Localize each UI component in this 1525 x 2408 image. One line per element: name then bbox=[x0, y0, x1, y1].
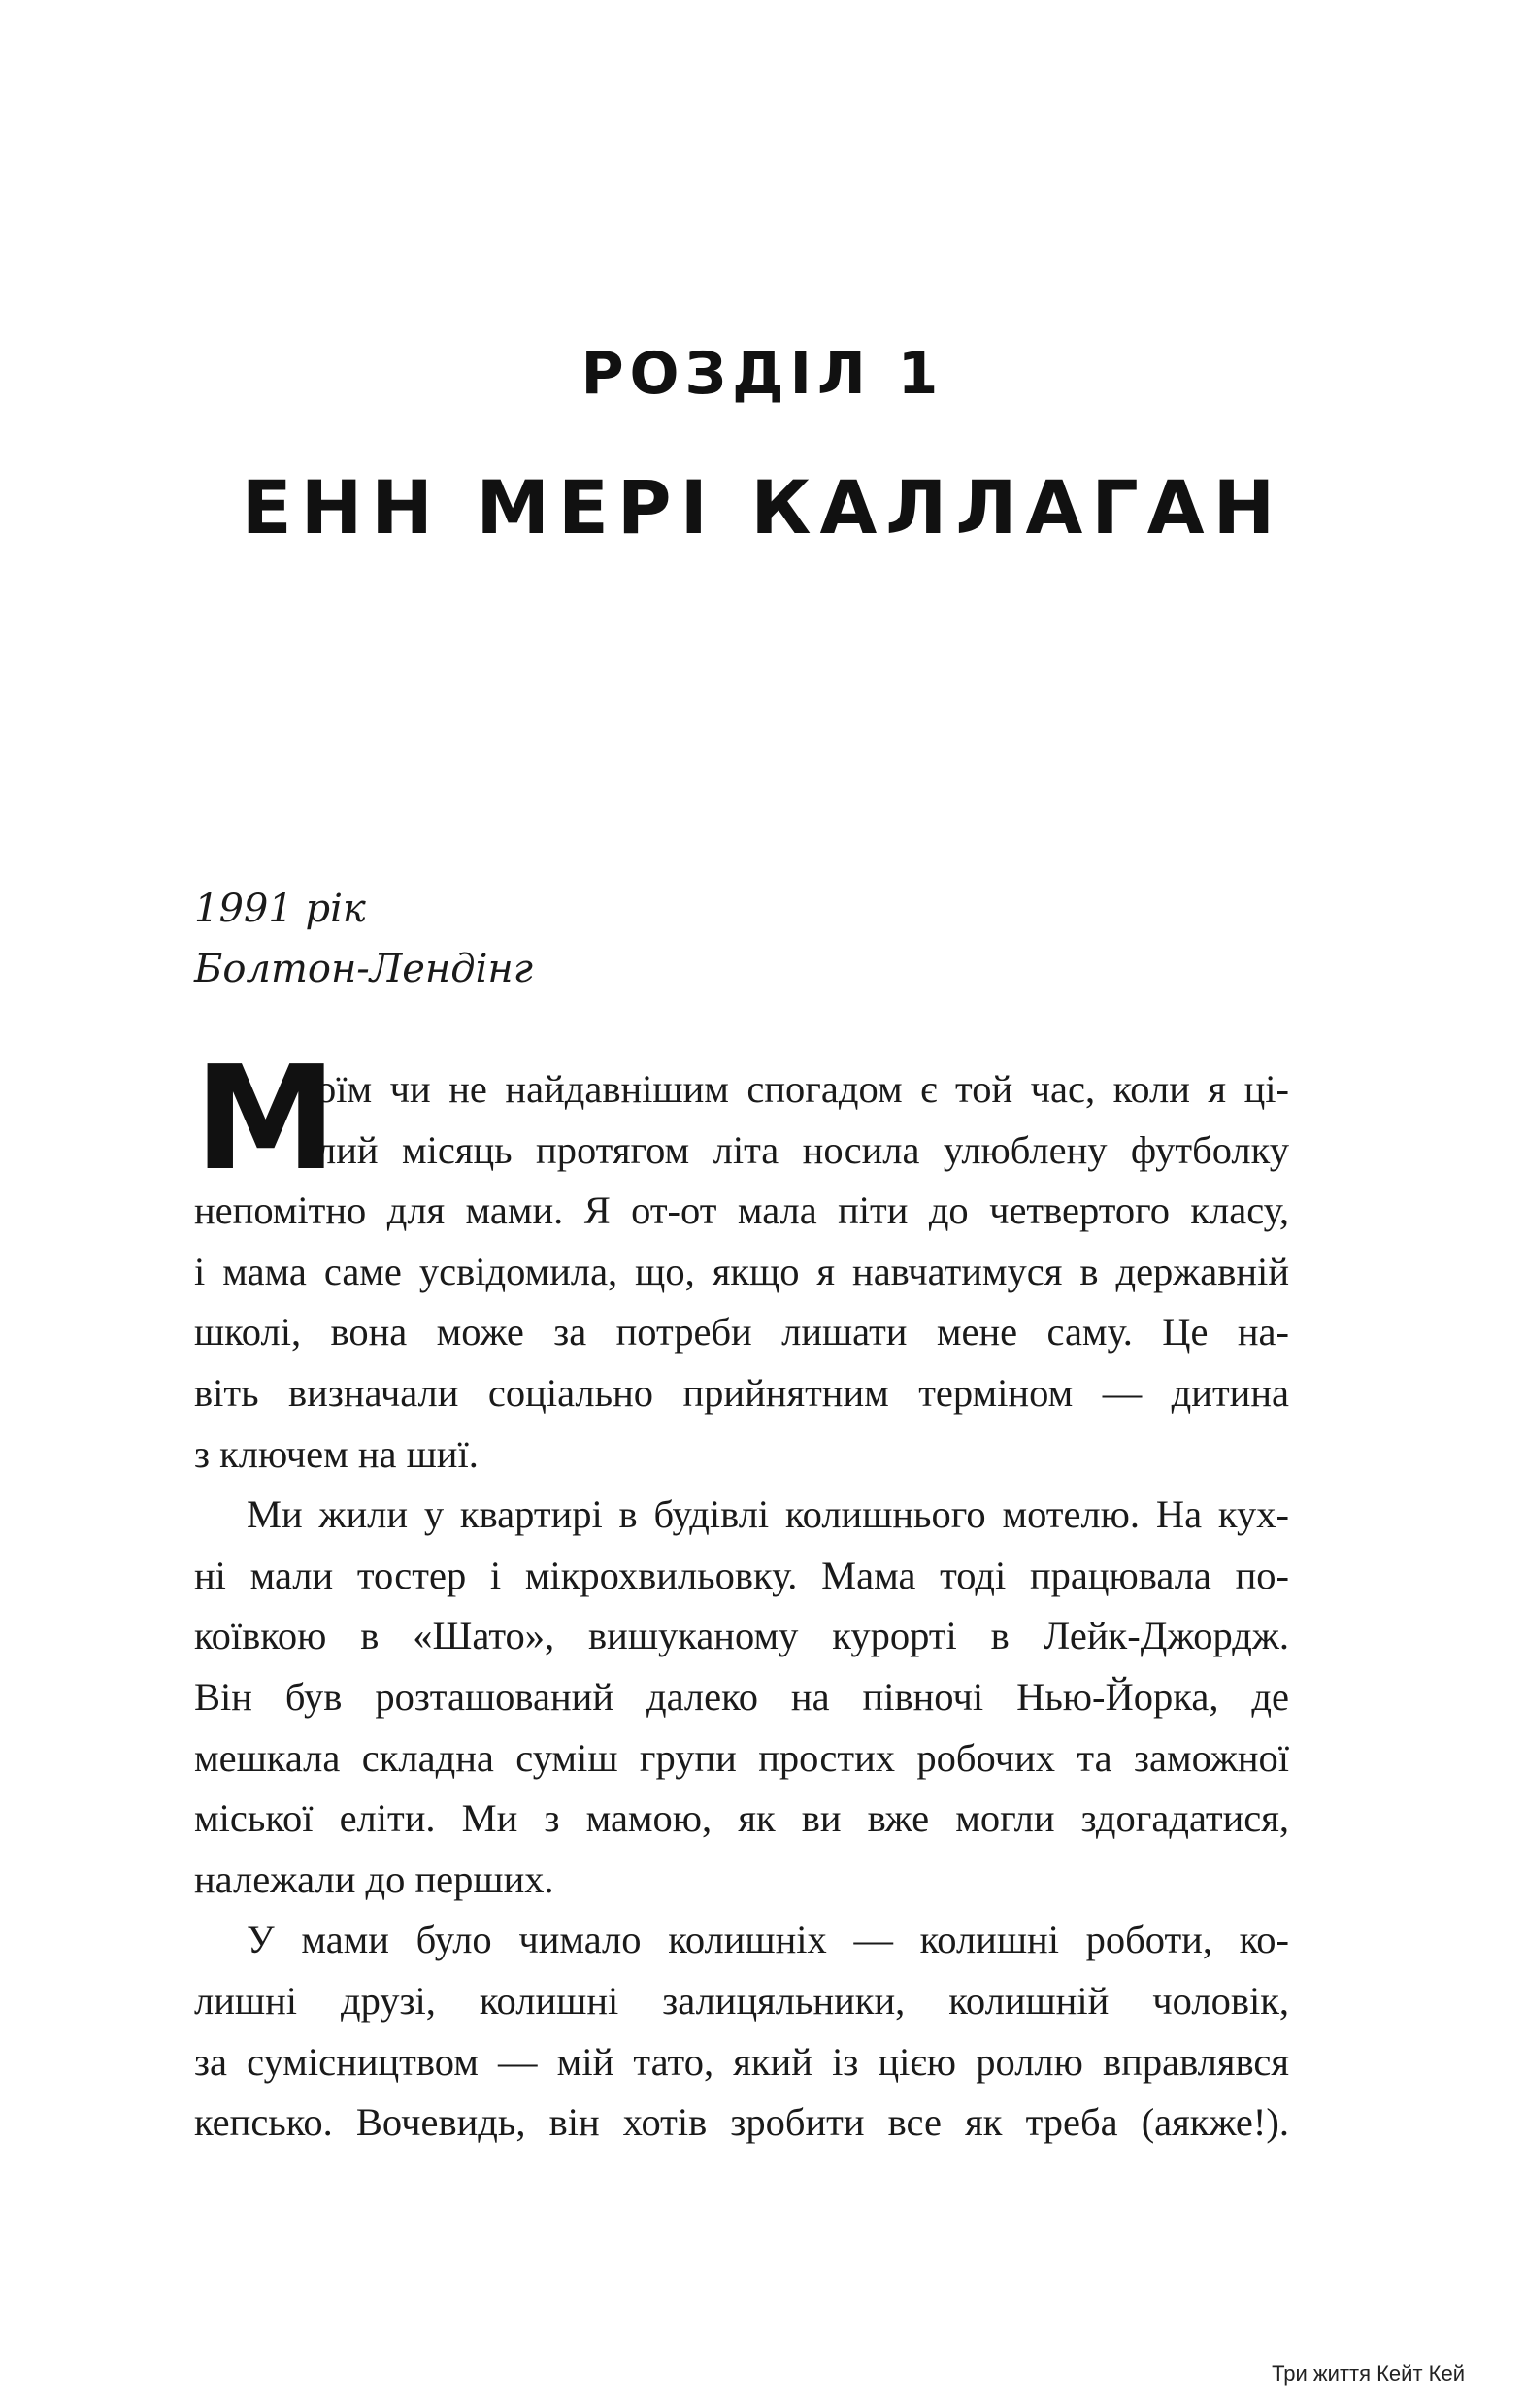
text-line: Ми жили у квартирі в будівлі колишнього мотелю. На кух- bbox=[247, 1492, 1289, 1537]
text-line: міської еліти. Ми з мамою, як ви вже могли здогадатися, bbox=[194, 1796, 1289, 1841]
paragraph bbox=[194, 1035, 1289, 1485]
body-text bbox=[194, 1035, 1289, 2154]
text-line: належали до перших. bbox=[194, 1856, 554, 1901]
text-line: віть визначали соціально прийнятним терміном — дитина bbox=[194, 1370, 1289, 1415]
chapter-number: РОЗДІЛ 1 bbox=[580, 340, 945, 408]
text-line: і мама саме усвідомила, що, якщо я навчатимуся в державній bbox=[194, 1249, 1289, 1293]
text-line: лишні друзі, колишні залицяльники, колишній чоловік, bbox=[194, 1978, 1289, 2023]
place-line: Болтон-Лендінг bbox=[194, 947, 533, 991]
text-line: кепсько. Вочевидь, він хотів зробити все як треба (аякже!). bbox=[194, 2100, 1289, 2145]
drop-cap: М bbox=[194, 1035, 334, 1202]
running-footer-title: Три життя Кейт Кей bbox=[1272, 2361, 1465, 2386]
year-line: 1991 рік bbox=[194, 886, 366, 931]
text-line: непомітно для мами. Я от-от мала піти до четвертого класу, bbox=[194, 1188, 1289, 1233]
text-line: лий місяць протягом літа носила улюблену футболку bbox=[316, 1127, 1289, 1172]
text-line: У мами було чимало колишніх — колишні роботи, ко- bbox=[247, 1918, 1289, 1962]
text-line: Він був розташований далеко на півночі Нью-Йорка, де bbox=[194, 1674, 1289, 1719]
text-line: школі, вона може за потреби лишати мене саму. Це на- bbox=[194, 1310, 1289, 1354]
text-line: оїм чи не найдавнішим спогадом є той час, коли я ці- bbox=[316, 1067, 1289, 1111]
text-line: коївкою в «Шато», вишуканому курорті в Лейк-Джордж. bbox=[194, 1614, 1289, 1658]
chapter-title: ЕНН МЕРІ КАЛЛАГАН bbox=[241, 464, 1284, 551]
text-line: з ключем на шиї. bbox=[194, 1431, 479, 1476]
paragraph bbox=[194, 1910, 1289, 2153]
text-line: за сумісництвом — мій тато, який із цією роллю вправлявся bbox=[194, 2039, 1289, 2084]
paragraph bbox=[194, 1485, 1289, 1910]
text-line: ні мали тостер і мікрохвильовку. Мама тоді працювала по- bbox=[194, 1553, 1289, 1597]
chapter-epigraph-meta bbox=[194, 879, 533, 999]
text-line: мешкала складна суміш групи простих робочих та заможної bbox=[194, 1735, 1289, 1780]
